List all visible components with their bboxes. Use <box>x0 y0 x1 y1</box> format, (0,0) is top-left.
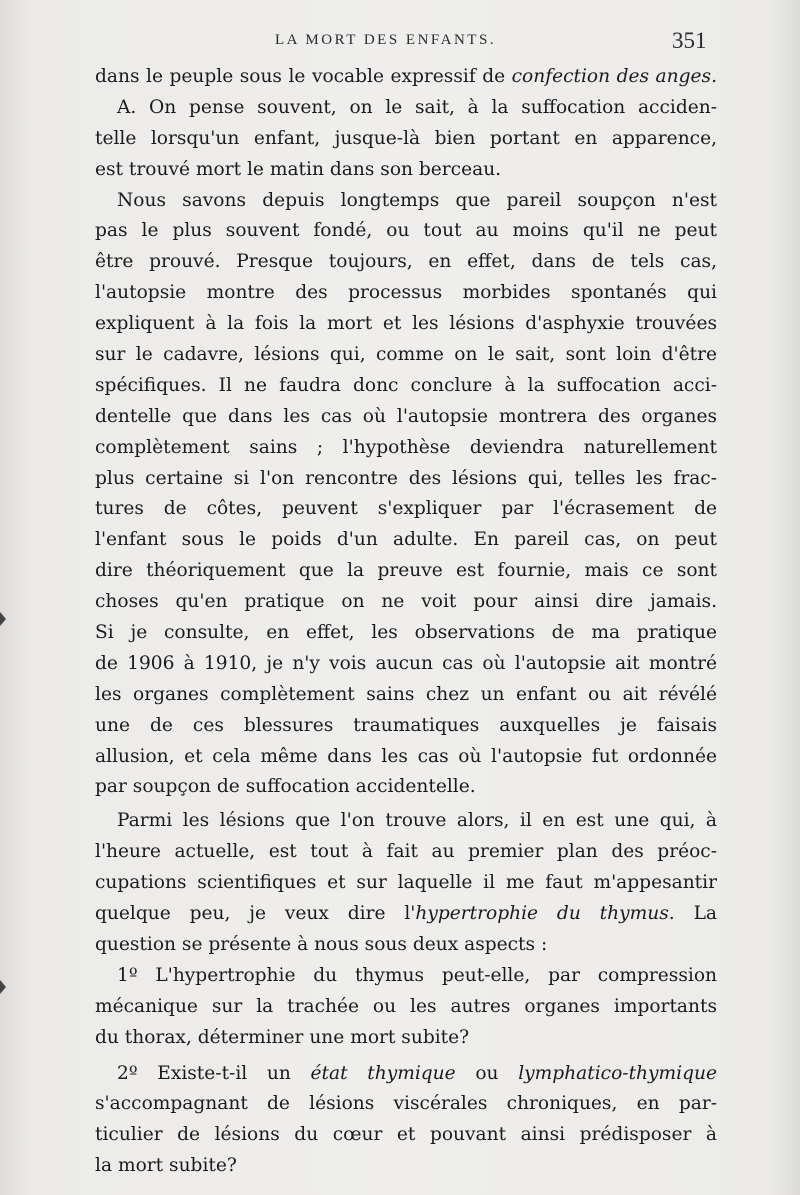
body-text <box>95 62 717 1182</box>
text-line: du thorax, déterminer une mort subite? <box>95 1026 470 1048</box>
text-line: l'enfant sous le poids d'un adulte. En pareil cas, on peut <box>95 529 717 551</box>
text-line: spécifiques. Il ne faudra donc conclure à la suffocation acci- <box>95 374 717 396</box>
text-line: dentelle que dans les cas où l'autopsie montrera des organes <box>95 405 717 427</box>
text-line: ticulier de lésions du cœur et pouvant ainsi prédisposer à <box>95 1124 717 1146</box>
text-line: plus certaine si l'on rencontre des lésions qui, telles les frac- <box>95 467 717 489</box>
text-line: de 1906 à 1910, je n'y vois aucun cas où l'autopsie ait montré <box>95 652 717 674</box>
text-line: dans le peuple sous le vocable expressif de confection des anges. <box>95 66 717 87</box>
text-line: par soupçon de suffocation accidentelle. <box>95 776 476 798</box>
page-number: 351 <box>672 28 707 53</box>
margin-mark <box>0 612 6 626</box>
text-line: être prouvé. Presque toujours, en effet, dans de tels cas, <box>95 251 717 273</box>
text-line: quelque peu, je veux dire l'hypertrophie du thymus. La <box>95 903 718 925</box>
text-line: sur le cadavre, lésions qui, comme on le sait, sont loin d'être <box>95 344 717 366</box>
text-line: les organes complètement sains chez un enfant ou ait révélé <box>95 683 717 705</box>
text-line: s'accompagnant de lésions viscérales chroniques, en par- <box>95 1093 717 1115</box>
text-line: 1º L'hypertrophie du thymus peut-elle, par compression <box>117 964 717 986</box>
text-line: question se présente à nous sous deux aspects : <box>95 933 548 955</box>
text-line: Si je consulte, en effet, les observations de ma pratique <box>95 622 717 644</box>
text-line: complètement sains ; l'hypothèse deviendra naturellement <box>95 436 717 458</box>
text-line: cupations scientifiques et sur laquelle il me faut m'appesantir <box>95 872 717 894</box>
text-line: telle lorsqu'un enfant, jusque-là bien portant en apparence, <box>95 127 717 149</box>
text-line: la mort subite? <box>95 1155 237 1177</box>
text-line: A. On pense souvent, on le sait, à la suffocation acciden- <box>117 96 717 118</box>
text-line: une de ces blessures traumatiques auxquelles je faisais <box>95 714 717 736</box>
text-line: Parmi les lésions que l'on trouve alors, il en est une qui, à <box>117 810 717 832</box>
text-line: dire théoriquement que la preuve est fournie, mais ce sont <box>95 560 717 582</box>
text-line: choses qu'en pratique on ne voit pour ainsi dire jamais. <box>95 591 717 613</box>
running-head <box>0 28 800 58</box>
text-line: Nous savons depuis longtemps que pareil soupçon n'est <box>117 189 717 211</box>
text-line: pas le plus souvent fondé, ou tout au moins qu'il ne peut <box>95 220 717 242</box>
text-line: l'autopsie montre des processus morbides spontanés qui <box>95 282 717 304</box>
running-title: LA MORT DES ENFANTS. <box>275 32 497 48</box>
text-line: est trouvé mort le matin dans son berceau. <box>95 158 502 180</box>
text-line: allusion, et cela même dans les cas où l'autopsie fut ordonnée <box>95 745 717 767</box>
text-line: expliquent à la fois la mort et les lésions d'asphyxie trouvées <box>95 313 717 335</box>
text-line: 2º Existe-t-il un état thymique ou lymphatico-thymique <box>117 1062 717 1084</box>
text-line: mécanique sur la trachée ou les autres organes importants <box>95 995 717 1017</box>
text-line: tures de côtes, peuvent s'expliquer par l'écrasement de <box>95 498 717 520</box>
margin-mark <box>0 980 6 994</box>
text-line: l'heure actuelle, est tout à fait au premier plan des préoc- <box>95 841 717 863</box>
